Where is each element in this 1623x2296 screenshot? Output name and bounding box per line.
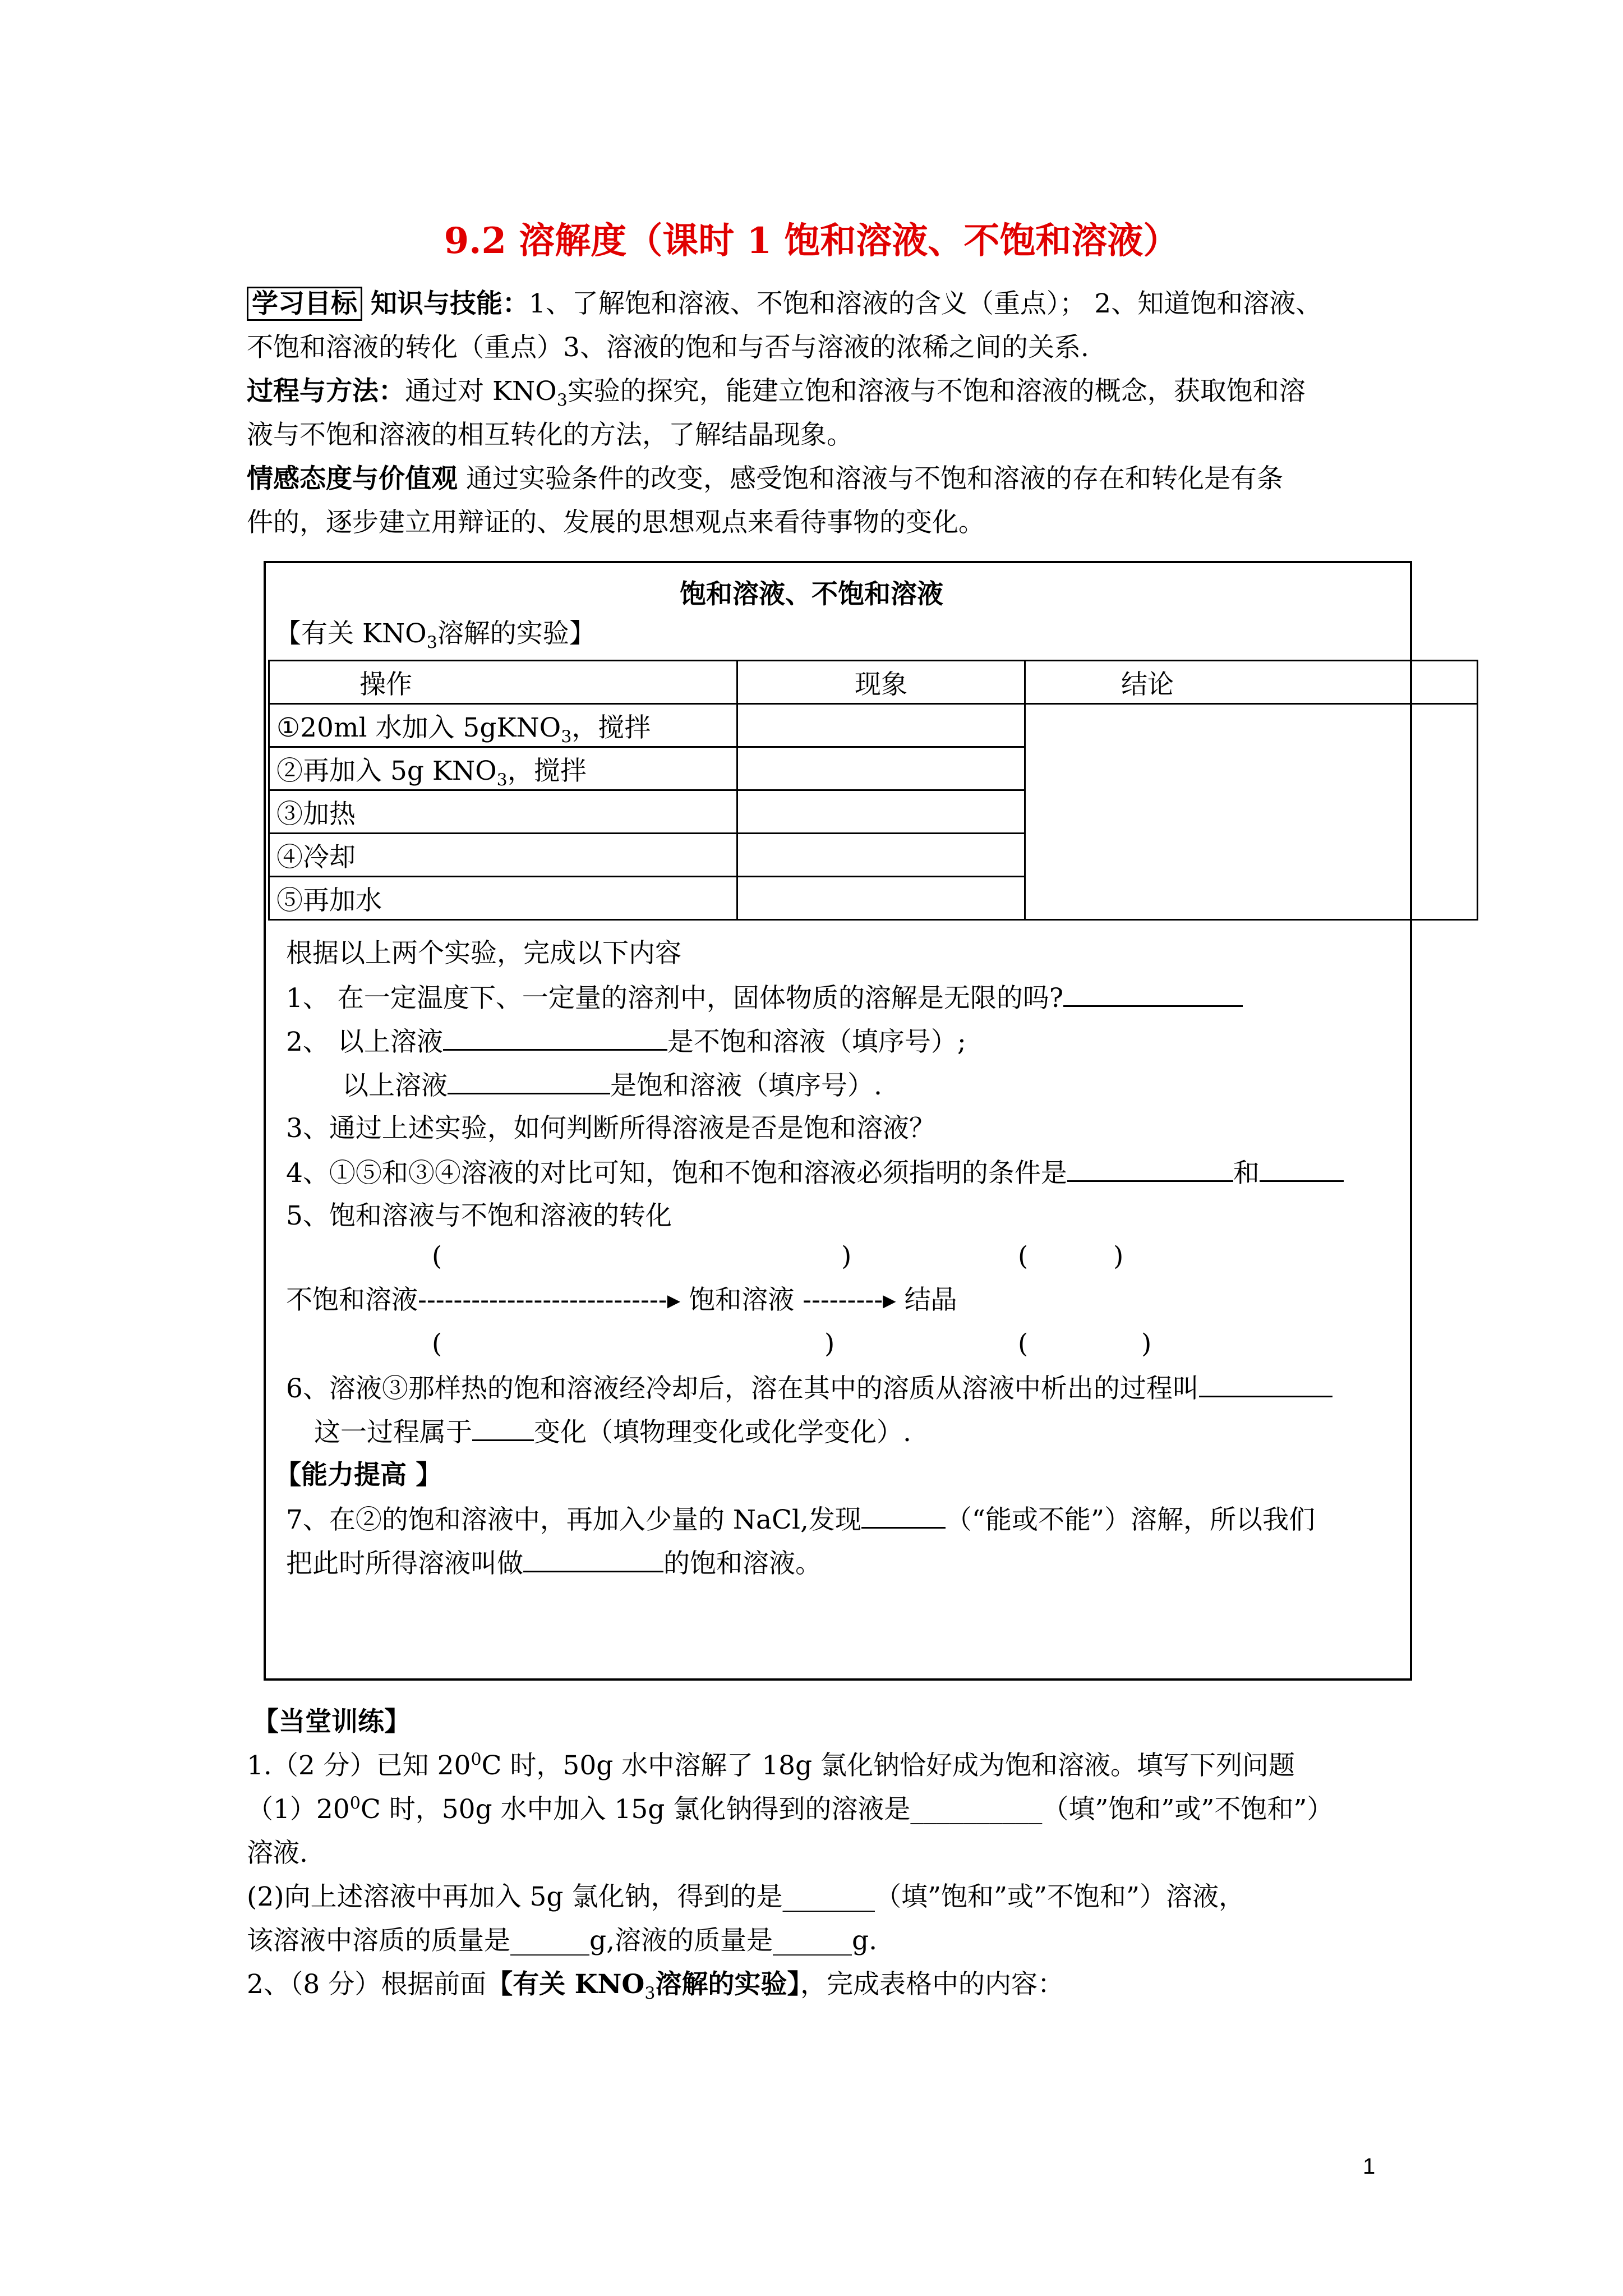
answer-blank[interactable]: [523, 1546, 663, 1572]
operation-cell: [269, 704, 737, 747]
objectives-label: 学习目标: [247, 287, 362, 321]
subscript-3: 3: [561, 726, 572, 747]
question-5: 5、饱和溶液与不饱和溶液的转化: [286, 1200, 672, 1231]
answer-blank[interactable]: [472, 1415, 534, 1441]
header-operation: 操作: [269, 661, 737, 704]
question-4-text: 和: [1233, 1158, 1260, 1189]
phenomenon-cell[interactable]: [737, 704, 1025, 747]
crystallize-label: 结晶: [896, 1285, 957, 1315]
question-7-second: [286, 1546, 822, 1581]
objectives-line-1: [247, 287, 1322, 321]
attitude-heading: 情感态度与价值观: [247, 463, 458, 494]
experiment-label-b: 溶解的实验】: [437, 618, 596, 649]
superscript-0: 0: [471, 1750, 482, 1770]
answer-blank[interactable]: [1063, 981, 1243, 1007]
process-text-1b: 实验的探究，能建立饱和溶液与不饱和溶液的概念，获取饱和溶: [567, 376, 1306, 407]
operation-cell: [269, 747, 737, 790]
phenomenon-cell[interactable]: [737, 834, 1025, 877]
arrow-dashes: ----------------------------: [418, 1285, 667, 1315]
question-2-text: 是不饱和溶液（填序号）;: [667, 1027, 966, 1057]
question-1-text: 1、 在一定温度下、一定量的溶剂中，固体物质的溶解是无限的吗?: [286, 983, 1064, 1014]
training-line-2: [247, 1793, 1333, 1826]
training-line-5: 该溶液中溶质的质量是______g,溶液的质量是______g.: [247, 1925, 878, 1956]
question-6: [286, 1371, 1332, 1406]
answer-blank[interactable]: [1067, 1156, 1233, 1182]
training-text: C 时，50g 水中溶解了 18g 氯化钠恰好成为饱和溶液。填写下列问题: [481, 1750, 1295, 1781]
question-2: [286, 1024, 966, 1059]
operation-text: ①20ml 水加入 5gKNO: [276, 712, 561, 743]
process-line-1: [247, 375, 1306, 411]
ability-heading: 【能力提高 】: [275, 1460, 442, 1490]
arrow-dashes: ---------: [803, 1285, 883, 1315]
phenomenon-cell[interactable]: [737, 877, 1025, 920]
paren-open: (: [432, 1328, 442, 1359]
training-line-1: [247, 1749, 1295, 1783]
experiment-table: [268, 660, 1478, 921]
training-text: 【有关 KNO: [486, 1969, 645, 2000]
attitude-text-2: 件的，逐步建立用辩证的、发展的思想观点来看待事物的变化。: [247, 507, 985, 538]
intro-text: 根据以上两个实验，完成以下内容: [286, 938, 681, 969]
page-number: 1: [1363, 2154, 1376, 2179]
answer-blank[interactable]: [861, 1502, 946, 1529]
process-heading: 过程与方法：: [247, 376, 405, 407]
knowledge-heading: 知识与技能：: [370, 288, 529, 319]
question-6-text: 变化（填物理变化或化学变化）.: [534, 1417, 911, 1448]
paren-open: (: [432, 1241, 442, 1272]
box-heading: 饱和溶液、不饱和溶液: [680, 579, 943, 610]
process-text-2: 液与不饱和溶液的相互转化的方法，了解结晶现象。: [247, 420, 853, 450]
training-text: ，完成表格中的内容：: [800, 1969, 1064, 2000]
question-2-second: [342, 1068, 882, 1103]
operation-text: ②再加入 5g KNO: [276, 755, 497, 786]
knowledge-text-1: 1、了解饱和溶液、不饱和溶液的含义（重点）； 2、知道饱和溶液、: [528, 288, 1322, 319]
operation-text: ，搅拌: [571, 712, 651, 743]
subscript-3: 3: [556, 390, 568, 411]
operation-cell: ④冷却: [269, 834, 737, 877]
process-text-1a: 通过对 KNO: [405, 376, 557, 407]
paren-close: ): [1113, 1241, 1124, 1272]
saturated-label: 饱和溶液: [680, 1285, 803, 1315]
attitude-line-1: [247, 462, 1283, 496]
page-title: 9.2 溶解度（课时 1 饱和溶液、不饱和溶液）: [444, 220, 1179, 262]
question-7-text: 把此时所得溶液叫做: [286, 1548, 523, 1579]
conversion-line: [286, 1283, 957, 1317]
header-phenomenon: 现象: [737, 661, 1025, 704]
question-7-text: 的饱和溶液。: [663, 1548, 822, 1579]
training-line-4: (2)向上述溶液中再加入 5g 氯化钠，得到的是_______（填”饱和”或”不饱和”）溶液，: [247, 1881, 1246, 1912]
training-line-6: [247, 1968, 1064, 2004]
paren-close: ): [1141, 1328, 1152, 1359]
question-2-text: 以上溶液: [342, 1070, 448, 1101]
question-6-second: [314, 1415, 911, 1450]
training-text: C 时，50g 水中加入 15g 氯化钠得到的溶液是__________（填”饱和”或”不饱和”）: [360, 1794, 1334, 1825]
question-6-text: 6、溶液③那样热的饱和溶液经冷却后，溶在其中的溶质从溶液中析出的过程叫: [286, 1373, 1199, 1404]
operation-text: ，搅拌: [507, 755, 587, 786]
operation-cell: ③加热: [269, 790, 737, 834]
attitude-text-1: 通过实验条件的改变，感受饱和溶液与不饱和溶液的存在和转化是有条: [458, 463, 1283, 494]
answer-blank[interactable]: [1260, 1156, 1344, 1182]
operation-cell: ⑤再加水: [269, 877, 737, 920]
question-6-text: 这一过程属于: [314, 1417, 472, 1448]
conclusion-cell[interactable]: [1025, 704, 1478, 920]
training-text: 1.（2 分）已知 20: [247, 1750, 471, 1781]
question-7-text: （“能或不能”）溶解，所以我们: [945, 1504, 1315, 1535]
header-conclusion: 结论: [1025, 661, 1478, 704]
training-line-3: 溶液.: [247, 1838, 308, 1869]
experiment-label-a: 【有关 KNO: [275, 618, 427, 649]
training-text: 2、（8 分）根据前面: [247, 1969, 487, 2000]
question-3: 3、通过上述实验，如何判断所得溶液是否是饱和溶液？: [286, 1113, 935, 1144]
subscript-3: 3: [644, 1984, 656, 2004]
paren-close: ): [841, 1241, 852, 1272]
question-4: [286, 1156, 1344, 1190]
question-2-text: 2、 以上溶液: [286, 1027, 443, 1057]
table-header-row: [269, 661, 1478, 704]
experiment-label: [275, 617, 596, 651]
table-row: [269, 704, 1478, 747]
arrow-right-icon: ▸: [667, 1285, 681, 1315]
question-2-text: 是饱和溶液（填序号）.: [610, 1070, 882, 1101]
question-7-text: 7、在②的饱和溶液中，再加入少量的 NaCl,发现: [286, 1504, 861, 1535]
training-text: （1）20: [247, 1794, 350, 1825]
phenomenon-cell[interactable]: [737, 790, 1025, 834]
subscript-3: 3: [426, 633, 437, 653]
superscript-0: 0: [349, 1793, 361, 1814]
training-text: 溶解的实验】: [655, 1969, 800, 2000]
training-heading: 【当堂训练】: [252, 1706, 411, 1737]
question-4-text: 4、①⑤和③④溶液的对比可知，饱和不饱和溶液必须指明的条件是: [286, 1158, 1067, 1189]
paren-open: (: [1018, 1328, 1029, 1359]
knowledge-text-2: 不饱和溶液的转化（重点）3、溶液的饱和与否与溶液的浓稀之间的关系.: [247, 332, 1089, 363]
question-7: [286, 1502, 1315, 1537]
answer-blank[interactable]: [448, 1068, 610, 1094]
phenomenon-cell[interactable]: [737, 747, 1025, 790]
unsaturated-label: 不饱和溶液: [286, 1285, 418, 1315]
answer-blank[interactable]: [443, 1024, 667, 1051]
answer-blank[interactable]: [1199, 1371, 1332, 1397]
subscript-3: 3: [496, 770, 508, 790]
paren-open: (: [1018, 1241, 1029, 1272]
paren-close: ): [824, 1328, 835, 1359]
arrow-right-icon: ▸: [883, 1285, 896, 1315]
question-1: [286, 981, 1243, 1015]
